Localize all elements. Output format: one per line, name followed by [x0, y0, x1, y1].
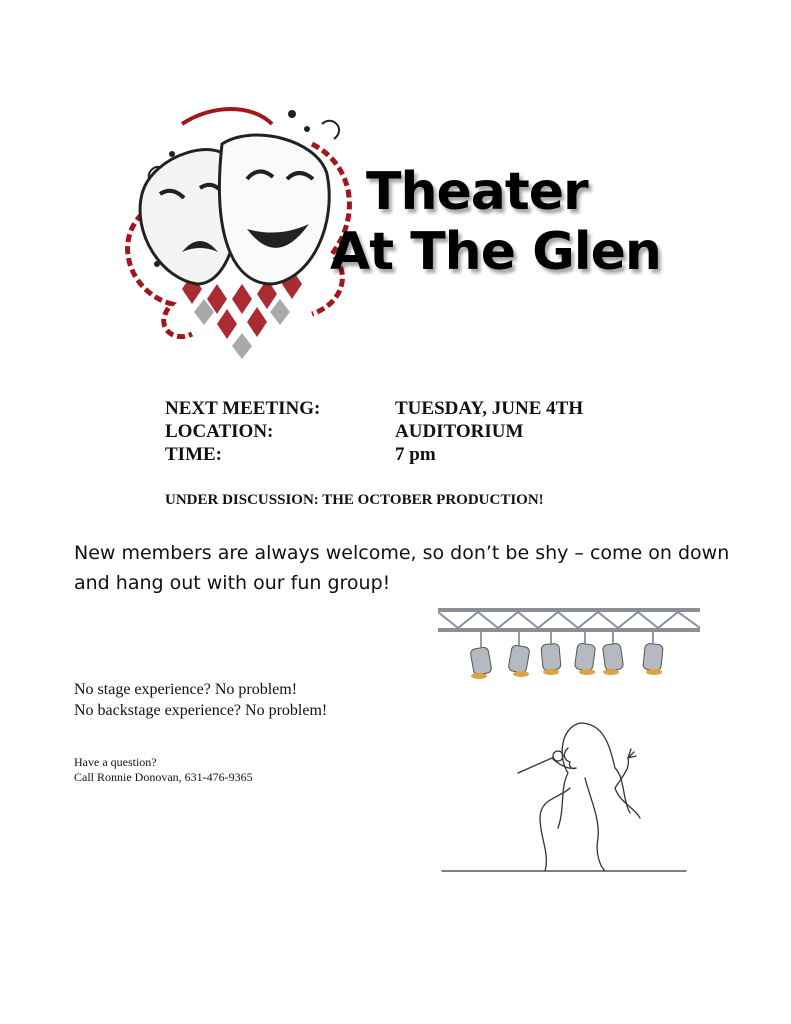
meeting-row-location	[165, 420, 583, 443]
discussion-topic: UNDER DISCUSSION: THE OCTOBER PRODUCTION!	[165, 492, 544, 508]
meeting-row-time	[165, 443, 583, 466]
contact-info	[74, 755, 253, 785]
meeting-row-next	[165, 397, 583, 420]
meeting-details	[165, 397, 583, 466]
title-line-1: Theater	[366, 162, 588, 222]
time-value: 7 pm	[395, 444, 436, 465]
location-value: AUDITORIUM	[395, 421, 524, 442]
contact-call: Call Ronnie Donovan, 631-476-9365	[74, 770, 253, 784]
question-prompt: Have a question?	[74, 755, 157, 769]
welcome-message: New members are always welcome, so don’t be shy – come on down and hang out with our fun group!	[74, 542, 730, 594]
no-experience-text	[74, 679, 327, 721]
location-label: LOCATION:	[165, 421, 274, 442]
next-meeting-label: NEXT MEETING:	[165, 398, 321, 419]
title-line-2: At The Glen	[330, 222, 661, 282]
time-label: TIME:	[165, 444, 222, 465]
no-backstage-experience: No backstage experience? No problem!	[74, 702, 328, 719]
singer-illustration-icon	[440, 718, 690, 876]
no-stage-experience: No stage experience? No problem!	[74, 681, 298, 698]
stage-lights-icon	[438, 604, 700, 686]
next-meeting-value: TUESDAY, JUNE 4TH	[395, 398, 584, 419]
theater-masks-icon	[112, 84, 362, 369]
event-title	[330, 162, 661, 282]
